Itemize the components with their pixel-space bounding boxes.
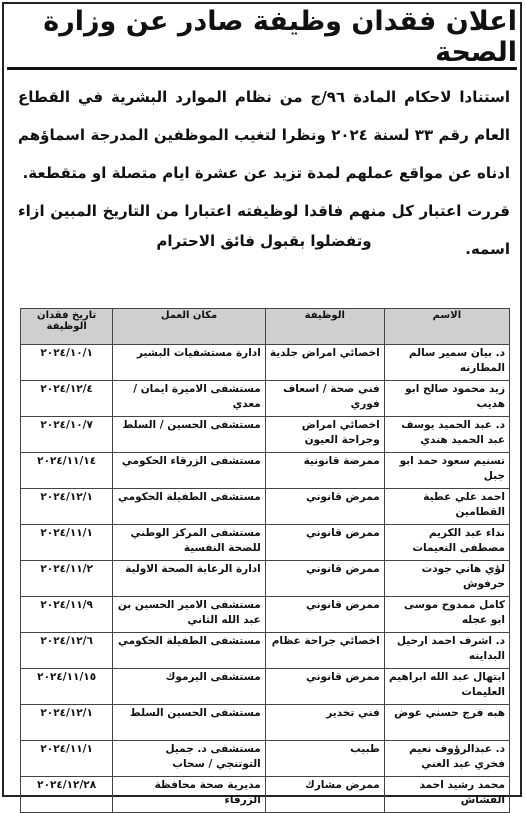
table-row — [21, 381, 510, 417]
table-row — [21, 777, 510, 813]
cell-date: ٢٠٢٤/١١/١٤ — [21, 453, 113, 489]
table-header-row — [21, 309, 510, 345]
cell-job: طبيب — [265, 741, 384, 777]
cell-place: مديرية صحة محافظة الزرقاء — [113, 777, 266, 813]
cell-job: فني تخدير — [265, 705, 384, 741]
cell-date: ٢٠٢٤/١١/١ — [21, 741, 113, 777]
announcement-title: اعلان فقدان وظيفة صادر عن وزارة الصحة — [43, 6, 517, 68]
cell-job: ممرض مشارك — [265, 777, 384, 813]
table-row — [21, 525, 510, 561]
table-row — [21, 741, 510, 777]
cell-name: د. عبدالرؤوف نعيم فخري عبد الغني — [384, 741, 509, 777]
cell-place: ادارة مستشفيات البشير — [113, 345, 266, 381]
cell-name: هبه فرج حسني عوض — [384, 705, 509, 741]
cell-job: ممرضة قانونية — [265, 453, 384, 489]
cell-date: ٢٠٢٤/١٢/٦ — [21, 633, 113, 669]
cell-name: تسنيم سعود حمد ابو جبل — [384, 453, 509, 489]
cell-name: د. عبد الحميد يوسف عبد الحميد هندي — [384, 417, 509, 453]
announcement-frame — [2, 2, 522, 806]
cell-date: ٢٠٢٤/١١/٩ — [21, 597, 113, 633]
cell-date: ٢٠٢٤/١٢/٢٨ — [21, 777, 113, 813]
table-row — [21, 345, 510, 381]
cell-job: اخصائي امراض وجراحة العيون — [265, 417, 384, 453]
employees-table — [20, 308, 510, 813]
cell-place: مستشفى الحسين / السلط — [113, 417, 266, 453]
title-banner — [7, 7, 517, 70]
cell-date: ٢٠٢٤/١٠/٧ — [21, 417, 113, 453]
header-date: تاريخ فقدان الوظيفة — [21, 309, 113, 345]
cell-job: اخصائي امراض جلدية — [265, 345, 384, 381]
table-row — [21, 705, 510, 741]
table-row — [21, 597, 510, 633]
cell-date: ٢٠٢٤/١٢/٤ — [21, 381, 113, 417]
cell-name: نداء عبد الكريم مصطفى النعيمات — [384, 525, 509, 561]
cell-name: ابتهال عبد الله ابراهيم العليمات — [384, 669, 509, 705]
cell-name: زيد محمود صالح ابو هديب — [384, 381, 509, 417]
cell-place: ادارة الرعاية الصحة الاولية — [113, 561, 266, 597]
cell-place: مستشفى د. جميل التوتنجي / سحاب — [113, 741, 266, 777]
cell-place: مستشفى الزرقاء الحكومي — [113, 453, 266, 489]
table-row — [21, 417, 510, 453]
header-place: مكان العمل — [113, 309, 266, 345]
cell-place: مستشفى الطفيلة الحكومي — [113, 633, 266, 669]
cell-place: مستشفى الطفيلة الحكومي — [113, 489, 266, 525]
header-job: الوظيفة — [265, 309, 384, 345]
table-row — [21, 669, 510, 705]
cell-name: د. اشرف احمد ارحيل البداينه — [384, 633, 509, 669]
cell-job: ممرض قانوني — [265, 525, 384, 561]
cell-date: ٢٠٢٤/١١/٢ — [21, 561, 113, 597]
table-row — [21, 561, 510, 597]
cell-job: اخصائي جراحة عظام — [265, 633, 384, 669]
cell-name: د. بيان سمير سالم المطارنه — [384, 345, 509, 381]
cell-name: احمد علي عطية القطامين — [384, 489, 509, 525]
table-row — [21, 633, 510, 669]
cell-name: كامل ممدوح موسى ابو عجله — [384, 597, 509, 633]
cell-place: مستشفى المركز الوطني للصحة النفسية — [113, 525, 266, 561]
table-row — [21, 453, 510, 489]
cell-place: مستشفى الاميرة ايمان / معدي — [113, 381, 266, 417]
cell-date: ٢٠٢٤/١٢/١ — [21, 705, 113, 741]
cell-date: ٢٠٢٤/١١/١٥ — [21, 669, 113, 705]
cell-date: ٢٠٢٤/١٢/١ — [21, 489, 113, 525]
cell-job: ممرض قانوني — [265, 597, 384, 633]
cell-place: مستشفى اليرموك — [113, 669, 266, 705]
header-name: الاسم — [384, 309, 509, 345]
table-row — [21, 489, 510, 525]
cell-name: لؤي هاني جودت حرفوش — [384, 561, 509, 597]
closing-line: وتفضلوا بقبول فائق الاحترام — [156, 232, 372, 250]
cell-name: محمد رشيد احمد القشاش — [384, 777, 509, 813]
paragraph-1: استنادا لاحكام المادة ٩٦/ج من نظام الموارد البشرية في القطاع العام رقم ٣٣ لسنة ٢٠٢٤ ونظرا لتغيب الموظفين المدرجة اسماؤهم ادناه عن مواقع عملهم لمدة تزيد عن عشرة ايام متصلة او متقطعة. — [18, 88, 511, 182]
cell-job: فني صحة / اسعاف فوري — [265, 381, 384, 417]
cell-place: مستشفى الحسين السلط — [113, 705, 266, 741]
paragraph-2: قررت اعتبار كل منهم فاقدا لوظيفته اعتبارا من التاريخ المبين ازاء اسمه. — [18, 202, 510, 258]
cell-job: ممرض قانوني — [265, 561, 384, 597]
cell-date: ٢٠٢٤/١٠/١ — [21, 345, 113, 381]
cell-date: ٢٠٢٤/١١/١ — [21, 525, 113, 561]
cell-job: ممرض قانوني — [265, 489, 384, 525]
cell-place: مستشفى الامير الحسين بن عبد الله الثاني — [113, 597, 266, 633]
cell-job: ممرض قانوني — [265, 669, 384, 705]
